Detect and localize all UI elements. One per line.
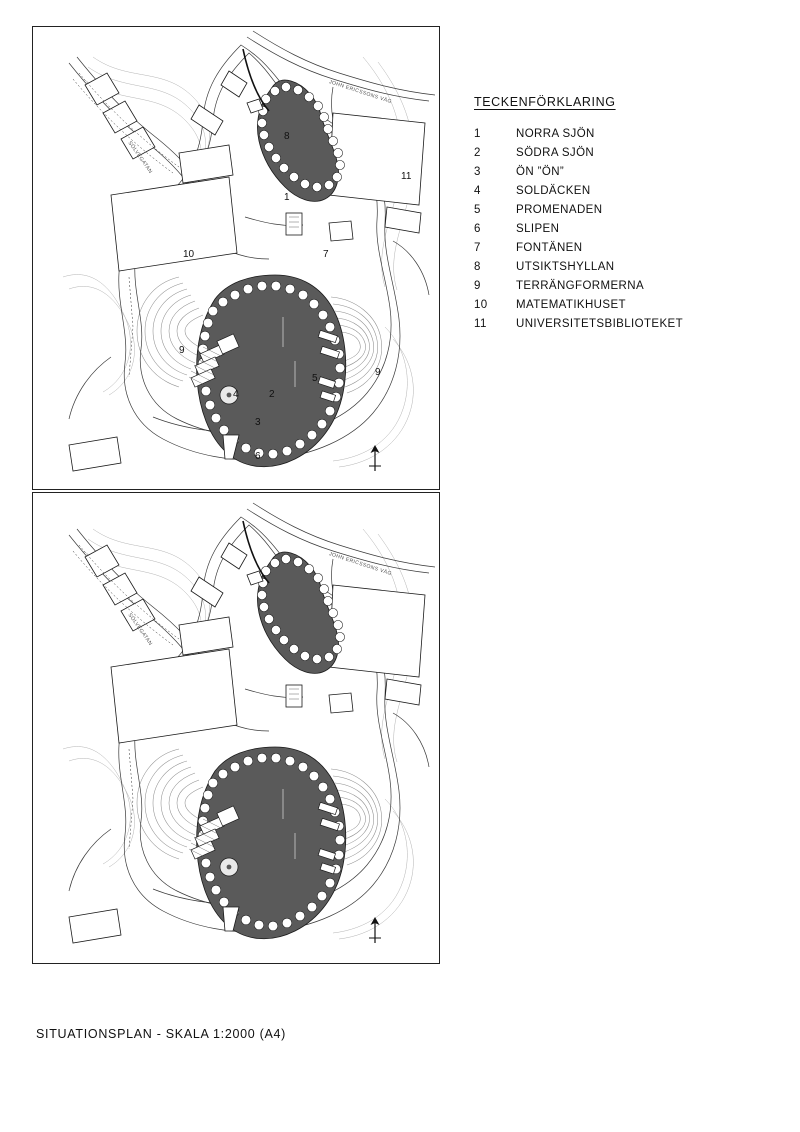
legend-item — [474, 201, 774, 220]
map-marker-8: 8 — [284, 131, 290, 142]
map-marker-5: 5 — [312, 373, 318, 384]
legend-item-label: UNIVERSITETSBIBLIOTEKET — [516, 318, 684, 330]
legend-item-number: 8 — [474, 261, 481, 273]
legend-item — [474, 144, 774, 163]
legend-item-label: TERRÄNGFORMERNA — [516, 280, 645, 292]
legend-item-number: 10 — [474, 299, 488, 311]
situation-plan-top — [32, 26, 440, 490]
street-label-john-ericssons-vag: JOHN ERICSSONS VÄG — [328, 79, 393, 106]
map-marker-9-right: 9 — [375, 367, 381, 378]
legend-item — [474, 277, 774, 296]
legend-item-label: SOLDÄCKEN — [516, 185, 591, 197]
legend-item-number: 6 — [474, 223, 481, 235]
legend-item — [474, 258, 774, 277]
street-label-john-ericssons-vag: JOHN ERICSSONS VÄG — [328, 551, 393, 578]
plan-bottom-drawing — [33, 493, 439, 963]
legend-item-label: SÖDRA SJÖN — [516, 147, 595, 159]
legend-item — [474, 296, 774, 315]
legend-title: TECKENFÖRKLARING — [474, 95, 616, 109]
legend-item-number: 11 — [474, 318, 487, 330]
legend-item-number: 3 — [474, 166, 481, 178]
map-marker-1: 1 — [284, 192, 290, 203]
legend-item-label: UTSIKTSHYLLAN — [516, 261, 615, 273]
legend-item-label: FONTÄNEN — [516, 242, 583, 254]
legend-item — [474, 239, 774, 258]
street-label-solvegatan: SÖLVEGATAN — [126, 140, 154, 175]
legend-item-number: 1 — [474, 128, 481, 140]
legend-item-label: PROMENADEN — [516, 204, 603, 216]
street-label-solvegatan: SÖLVEGATAN — [126, 612, 154, 647]
legend-item-number: 2 — [474, 147, 481, 159]
legend-item-number: 9 — [474, 280, 481, 292]
situation-plan-bottom — [32, 492, 440, 964]
legend-item-label: SLIPEN — [516, 223, 560, 235]
legend-item — [474, 315, 774, 334]
legend — [474, 95, 774, 334]
legend-item — [474, 163, 774, 182]
legend-item-number: 7 — [474, 242, 481, 254]
legend-item — [474, 182, 774, 201]
legend-item — [474, 220, 774, 239]
map-marker-7: 7 — [323, 249, 329, 260]
legend-item-label: MATEMATIKHUSET — [516, 299, 626, 311]
map-marker-6: 6 — [255, 451, 261, 462]
legend-item-label: ÖN ”ÖN” — [516, 166, 565, 178]
legend-item-label: NORRA SJÖN — [516, 128, 595, 140]
drawing-caption: SITUATIONSPLAN - SKALA 1:2000 (A4) — [36, 1027, 287, 1041]
map-marker-9-left: 9 — [179, 345, 185, 356]
map-marker-4: 4 — [233, 389, 239, 400]
map-marker-11: 11 — [401, 171, 412, 182]
map-marker-10: 10 — [183, 249, 195, 260]
map-marker-2: 2 — [269, 389, 275, 400]
map-marker-3: 3 — [255, 417, 261, 428]
legend-item — [474, 125, 774, 144]
legend-item-number: 4 — [474, 185, 481, 197]
legend-item-number: 5 — [474, 204, 481, 216]
